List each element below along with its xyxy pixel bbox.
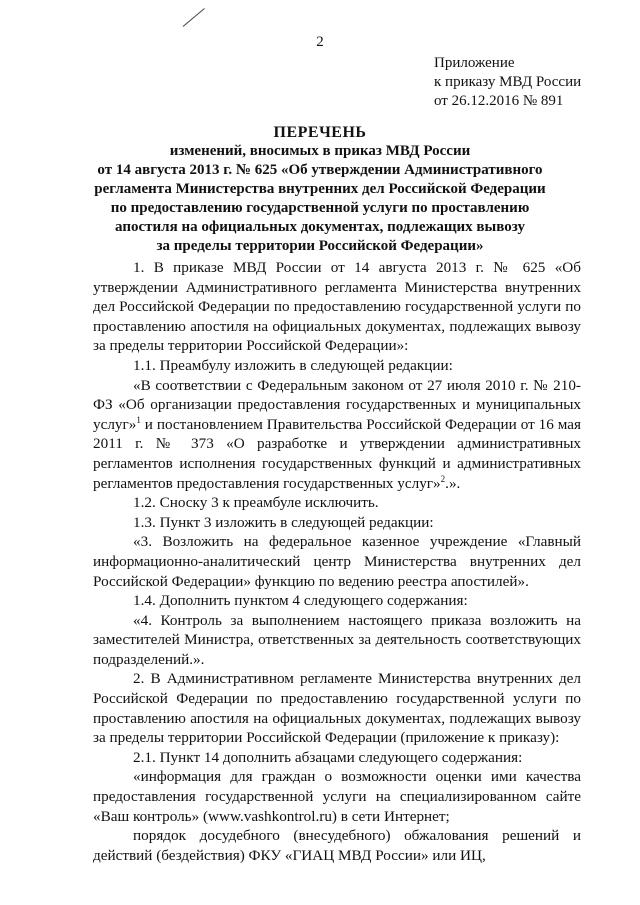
pen-mark	[183, 8, 205, 27]
footnote-ref-2: 2	[440, 473, 446, 484]
title-line: по предоставлению государственной услуги по проставлению	[110, 200, 530, 216]
document-title	[60, 123, 580, 256]
title-line: изменений, вносимых в приказ МВД России	[169, 143, 471, 159]
quote-point-3: «3. Возложить на федеральное казенное учреждение «Главный информационно-аналитический центр Министерства внутренних дел Российской Федерации» функцию по ведению реестра апостилей».	[93, 533, 581, 590]
paragraph-1-2: 1.2. Сноску 3 к преамбуле исключить.	[133, 494, 379, 512]
quote-preamble-part-c: .».	[445, 474, 461, 492]
document-body	[93, 258, 581, 865]
paragraph-2: 2. В Административном регламенте Министерства внутренних дел Российской Федерации по предоставлению государственной услуги по проставлению апостиля на официальных документах, подлежащих вывозу за пределы территории Российской Федерации (приложение к приказу):	[93, 670, 581, 747]
paragraph-1: 1. В приказе МВД России от 14 августа 2013 г. № 625 «Об утверждении Административного регламента Министерства внутренних дел Российской Федерации по предоставлению государственной услуги по проставлению апостиля на официальных документах, подлежащих вывозу за пределы территории Российской Федерации»:	[93, 259, 581, 355]
title-line: за пределы территории Российской Федерации»	[156, 238, 484, 254]
title-heading: ПЕРЕЧЕНЬ	[273, 124, 367, 141]
paragraph-1-4: 1.4. Дополнить пунктом 4 следующего содержания:	[133, 592, 468, 610]
footnote-ref-1: 1	[136, 414, 141, 425]
paragraph-1-1: 1.1. Преамбулу изложить в следующей редакции:	[133, 356, 453, 374]
page-number: 2	[316, 34, 324, 50]
title-line: апостиля на официальных документах, подлежащих вывозу	[115, 219, 525, 235]
quote-information: «информация для граждан о возможности оценки ими качества предоставления государственной услуги на специализированном сайте «Ваш контроль» (www.vashkontrol.ru) в сети Интернет;	[93, 768, 581, 825]
quote-preamble	[93, 376, 581, 494]
appendix-line-1: Приложение	[434, 55, 515, 71]
appendix-line-3: от 26.12.2016 № 891	[434, 93, 564, 109]
appendix-stamp	[434, 54, 581, 111]
quote-preamble-part-a: «В соответствии с Федеральным законом от 27 июля 2010 г. № 210-ФЗ «Об организации предоставления государственных и муниципальных услуг»	[93, 376, 581, 433]
quote-preamble-part-b: и постановлением Правительства Российской Федерации от 16 мая 2011 г. № 373 «О разработке и утверждении административных регламентов исполнения государственных функций и административных регламентов предоставления государственных услуг»	[93, 415, 581, 492]
quote-point-4: «4. Контроль за выполнением настоящего приказа возложить на заместителей Министра, ответственных за деятельность соответствующих подразделений.».	[93, 611, 581, 668]
title-line: регламента Министерства внутренних дел Российской Федерации	[94, 181, 546, 197]
title-line: от 14 августа 2013 г. № 625 «Об утверждении Административного	[97, 162, 543, 178]
paragraph-1-3: 1.3. Пункт 3 изложить в следующей редакции:	[133, 513, 434, 531]
appendix-line-2: к приказу МВД России	[434, 74, 582, 90]
paragraph-2-1: 2.1. Пункт 14 дополнить абзацами следующего содержания:	[133, 748, 523, 766]
paragraph-appeal-procedure: порядок досудебного (внесудебного) обжалования решений и действий (бездействия) ФКУ «ГИАЦ МВД России» или ИЦ,	[93, 827, 581, 864]
